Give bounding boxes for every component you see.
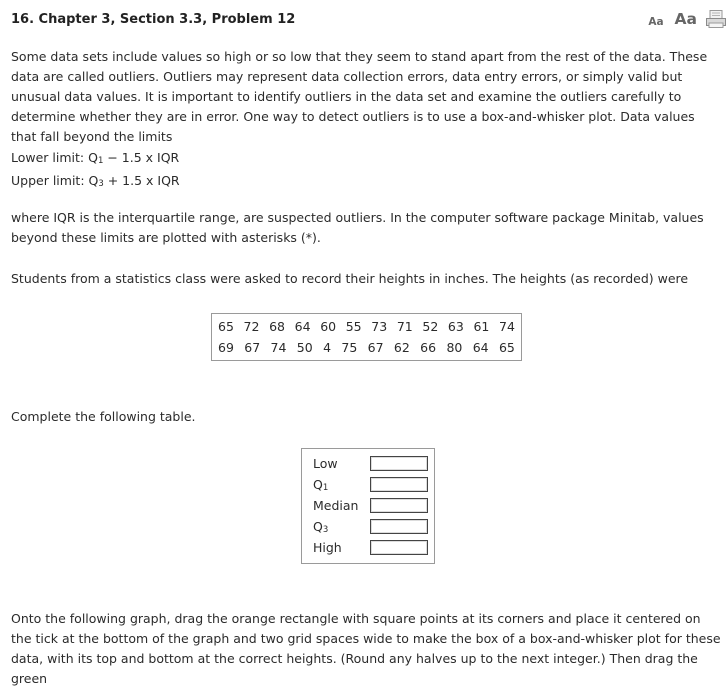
decrease-font-button[interactable]: Aa — [648, 16, 664, 28]
height-value: 71 — [396, 319, 413, 334]
height-value: 68 — [269, 319, 285, 334]
low-input[interactable] — [370, 456, 428, 471]
row-median — [302, 495, 434, 516]
height-value: 65 — [498, 340, 515, 355]
height-value: 65 — [218, 319, 234, 334]
students-paragraph: Students from a statistics class were asked to record their heights in inches. The heights (as recorded) were — [11, 271, 689, 286]
upper-limit — [11, 171, 724, 194]
summary-table — [301, 448, 435, 564]
upper-limit-formula: + 1.5 x IQR — [103, 173, 180, 188]
row-low — [302, 453, 434, 474]
lower-limit — [11, 148, 724, 171]
height-value: 67 — [367, 340, 384, 355]
upper-limit-label: Upper limit: Q — [11, 173, 99, 188]
high-label: High — [313, 540, 342, 555]
graph-instructions: Onto the following graph, drag the orange rectangle with square points at its corners and place it centered on the tick at the bottom of the graph and two grid spaces wide to make the box of a box-and-whisker plot for these data, with its top and bottom at the correct heights. (Round any halves up to the next integer.) Then drag the green — [11, 611, 721, 686]
problem-title: 16. Chapter 3, Section 3.3, Problem 12 — [11, 12, 296, 27]
low-label: Low — [313, 456, 338, 471]
increase-font-button[interactable]: Aa — [674, 10, 697, 28]
height-value: 60 — [320, 319, 337, 334]
height-value: 74 — [499, 319, 515, 334]
q3-label-text: Q — [313, 519, 323, 534]
iqr-paragraph: where IQR is the interquartile range, are suspected outliers. In the computer software package Minitab, values beyond these limits are plotted with asterisks (*). — [11, 210, 704, 245]
high-input[interactable] — [370, 540, 428, 555]
q3-label-sub: 3 — [322, 525, 329, 535]
q1-label-text: Q — [313, 477, 323, 492]
height-value: 72 — [243, 319, 260, 334]
heights-row-2 — [212, 337, 521, 358]
height-value: 4 — [323, 340, 332, 355]
q1-label-sub: 1 — [322, 483, 329, 493]
lower-limit-sub: 1 — [97, 156, 104, 166]
complete-table-prompt: Complete the following table. — [11, 409, 196, 424]
problem-header — [11, 12, 728, 32]
height-value: 74 — [270, 340, 287, 355]
upper-limit-sub: 3 — [98, 179, 104, 189]
height-value: 55 — [345, 319, 362, 334]
height-value: 50 — [296, 340, 313, 355]
lower-limit-formula: − 1.5 x IQR — [103, 150, 180, 165]
heights-data-table — [211, 313, 522, 361]
height-value: 75 — [341, 340, 358, 355]
q1-label — [313, 476, 328, 497]
height-value: 52 — [422, 319, 439, 334]
q3-label — [313, 518, 328, 539]
height-value: 80 — [446, 340, 463, 355]
median-label: Median — [313, 498, 359, 513]
height-value: 64 — [294, 319, 311, 334]
row-q1 — [302, 474, 434, 495]
lower-limit-label: Lower limit: Q — [11, 150, 98, 165]
height-value: 67 — [244, 340, 261, 355]
height-value: 69 — [218, 340, 234, 355]
q3-input[interactable] — [370, 519, 428, 534]
heights-row-1 — [212, 316, 521, 337]
q1-input[interactable] — [370, 477, 428, 492]
height-value: 73 — [371, 319, 388, 334]
outlier-limits — [11, 148, 724, 194]
row-high — [302, 537, 434, 558]
height-value: 63 — [447, 319, 464, 334]
height-value: 61 — [473, 319, 490, 334]
height-value: 64 — [472, 340, 489, 355]
toolbar — [648, 10, 726, 28]
height-value: 62 — [393, 340, 410, 355]
print-icon[interactable] — [706, 10, 726, 28]
median-input[interactable] — [370, 498, 428, 513]
row-q3 — [302, 516, 434, 537]
intro-paragraph: Some data sets include values so high or so low that they seem to stand apart from the rest of the data. These data are called outliers. Outliers may represent data collection errors, data entry errors, or simply valid but unusual data values. It is important to identify outliers in the data set and examine the outliers carefully to determine whether they are in error. One way to detect outliers is to use a box-and-whisker plot. Data values that fall beyond the limits — [11, 49, 708, 144]
height-value: 66 — [420, 340, 437, 355]
